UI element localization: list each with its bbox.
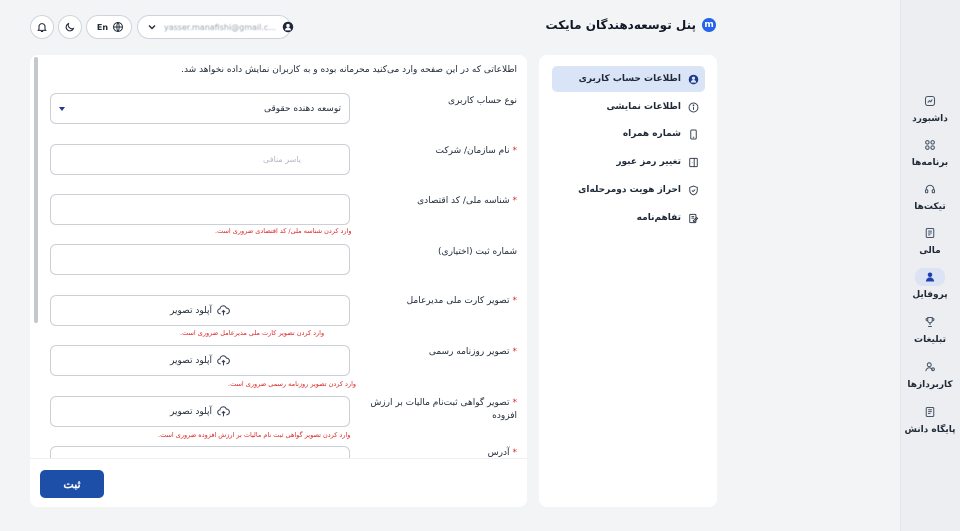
upload-label: آپلود تصویر xyxy=(170,355,212,366)
rail-item-knowledge-base[interactable] xyxy=(900,403,960,443)
gazette-error: وارد کردن تصویر روزنامه رسمی ضروری است. xyxy=(228,380,357,388)
chevron-down-icon xyxy=(146,21,158,33)
mobile-icon xyxy=(688,129,699,140)
national-id-error: وارد کردن شناسه ملی/ کد اقتصادی ضروری است. xyxy=(215,227,352,235)
menu-item-agreement[interactable] xyxy=(552,205,705,231)
account-icon xyxy=(688,74,699,85)
cloud-upload-icon xyxy=(217,304,230,317)
menu-item-label: تفاهم‌نامه xyxy=(636,213,681,223)
org-name-input[interactable] xyxy=(50,144,350,175)
main-rail xyxy=(900,0,960,531)
rail-label: پایگاه دانش xyxy=(904,425,956,435)
menu-item-mobile[interactable] xyxy=(552,121,705,147)
rail-label: تبلیغات xyxy=(914,335,946,345)
submit-button[interactable]: ثبت xyxy=(40,470,104,498)
ceo-card-upload[interactable] xyxy=(50,295,350,326)
account-info-form xyxy=(30,55,527,507)
brand-logo: m xyxy=(702,18,716,32)
rail-item-dashboard[interactable] xyxy=(900,92,960,132)
rail-item-tickets[interactable] xyxy=(900,180,960,220)
menu-item-label: اطلاعات حساب کاربری xyxy=(578,74,681,84)
form-scrollbar[interactable] xyxy=(34,57,38,323)
rail-label: داشبورد xyxy=(912,114,948,124)
rail-label: تیکت‌ها xyxy=(914,202,946,212)
rail-label: پروفایل xyxy=(912,290,948,300)
vat-cert-error: وارد کردن تصویر گواهی ثبت نام مالیات بر ارزش افزوده ضروری است. xyxy=(158,431,351,439)
contract-icon xyxy=(688,213,699,224)
info-icon xyxy=(688,102,699,113)
brand[interactable] xyxy=(545,18,716,32)
trophy-icon xyxy=(919,313,941,331)
vat-cert-label: *تصویر گواهی ثبت‌نام مالیات بر ارزش افزوده xyxy=(370,398,517,422)
privacy-notice: اطلاعاتی که در این صفحه وارد می‌کنید محرمانه بوده و به کاربران نمایش داده نخواهد شد. xyxy=(181,65,517,75)
rail-item-apps[interactable] xyxy=(900,136,960,176)
account-type-label: نوع حساب کاربری xyxy=(448,96,517,106)
door-icon xyxy=(688,157,699,168)
form-footer xyxy=(30,458,527,507)
menu-item-label: شماره همراه xyxy=(622,129,681,139)
cloud-upload-icon xyxy=(217,354,230,367)
bell-icon xyxy=(36,21,48,33)
upload-label: آپلود تصویر xyxy=(170,406,212,417)
reg-number-input[interactable] xyxy=(50,244,350,275)
upload-label: آپلود تصویر xyxy=(170,305,212,316)
profile-icon xyxy=(915,268,945,286)
chart-icon xyxy=(919,92,941,110)
user-icon xyxy=(282,21,294,33)
book-icon xyxy=(919,403,941,421)
national-id-input[interactable] xyxy=(50,194,350,225)
menu-item-two-factor[interactable] xyxy=(552,177,705,203)
caret-down-icon xyxy=(59,107,65,111)
language-button[interactable] xyxy=(86,15,132,39)
headset-icon xyxy=(919,180,941,198)
account-menu-button[interactable] xyxy=(137,15,291,39)
menu-item-account-info[interactable] xyxy=(552,66,705,92)
rail-label: برنامه‌ها xyxy=(911,158,949,168)
rail-item-profile[interactable] xyxy=(900,268,960,308)
finance-icon xyxy=(919,224,941,242)
account-type-value: توسعه دهنده حقوقی xyxy=(263,103,341,114)
menu-item-label: تغییر رمز عبور xyxy=(616,157,681,167)
menu-item-change-password[interactable] xyxy=(552,149,705,175)
account-email: yasser.manafishi@gmail.c... xyxy=(164,22,276,32)
ceo-card-label: *تصویر کارت ملی مدیرعامل xyxy=(406,296,517,306)
org-name-placeholder: یاسر منافی xyxy=(263,155,301,164)
org-name-label: *نام سازمان/ شرکت xyxy=(435,146,517,156)
address-label: *آدرس xyxy=(487,448,517,458)
globe-icon xyxy=(112,21,124,33)
moon-icon xyxy=(64,21,76,33)
gazette-upload[interactable] xyxy=(50,345,350,376)
account-type-select[interactable] xyxy=(50,93,350,124)
page-title: پنل توسعه‌دهندگان مایکت xyxy=(545,18,696,32)
menu-item-label: احراز هویت دومرحله‌ای xyxy=(578,185,681,195)
language-label: En xyxy=(96,22,109,32)
national-id-label: *شناسه ملی/ کد اقتصادی xyxy=(417,196,517,206)
menu-item-label: اطلاعات نمایشی xyxy=(606,102,681,112)
cloud-upload-icon xyxy=(217,405,230,418)
rail-label: کاربردازها xyxy=(907,380,953,390)
rail-item-finance[interactable] xyxy=(900,224,960,264)
profile-settings-menu xyxy=(539,55,717,507)
users-icon xyxy=(919,358,941,376)
rail-label: مالی xyxy=(919,246,941,256)
theme-toggle-button[interactable] xyxy=(58,15,82,39)
gazette-label: *تصویر روزنامه رسمی xyxy=(428,347,517,357)
rail-item-ads[interactable] xyxy=(900,313,960,353)
vat-cert-upload[interactable] xyxy=(50,396,350,427)
reg-number-label: شماره ثبت (اختیاری) xyxy=(438,247,517,257)
shield-icon xyxy=(688,185,699,196)
menu-item-display-info[interactable] xyxy=(552,94,705,120)
notifications-button[interactable] xyxy=(30,15,54,39)
rail-item-users[interactable] xyxy=(900,358,960,398)
ceo-card-error: وارد کردن تصویر کارت ملی مدیرعامل ضروری است. xyxy=(180,329,325,337)
apps-icon xyxy=(919,136,941,154)
